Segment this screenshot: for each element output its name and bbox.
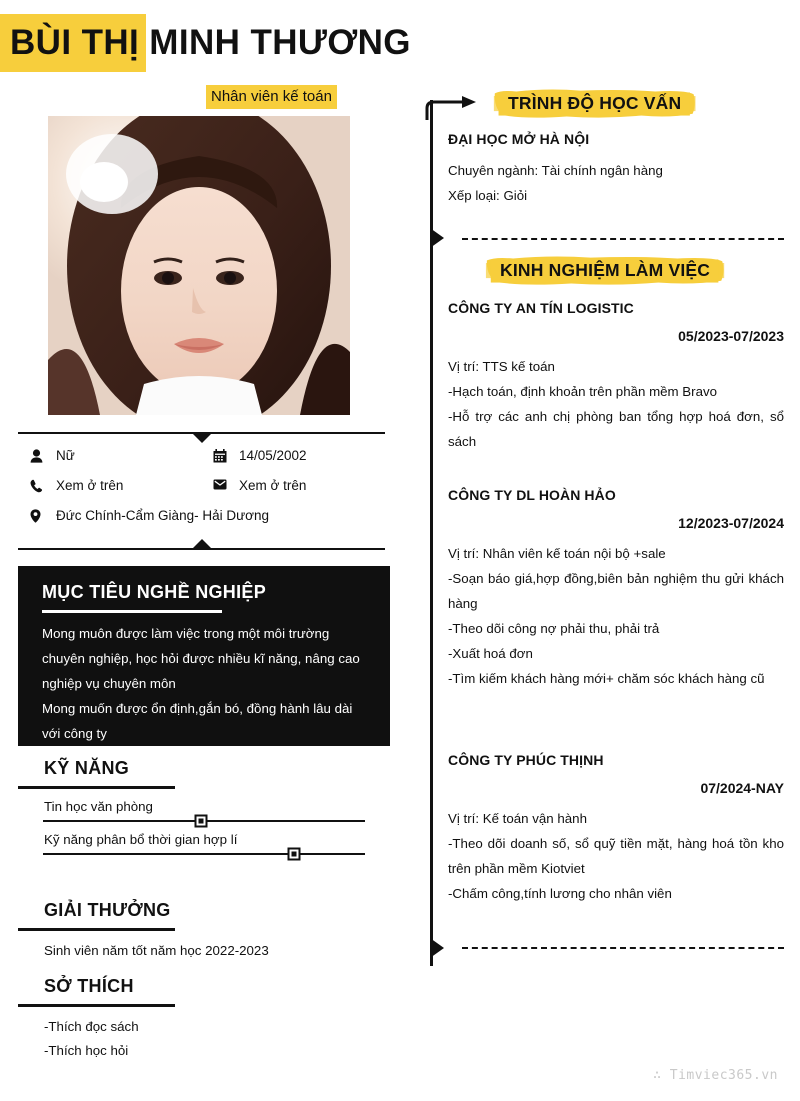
phone-icon [18, 478, 56, 493]
location-pin-icon [18, 508, 56, 523]
education-title: TRÌNH ĐỘ HỌC VẤN [508, 93, 682, 113]
job-bullet: -Hạch toán, định khoản trên phần mềm Bravo [448, 384, 718, 399]
envelope-icon [201, 478, 239, 490]
experience-heading-badge [484, 255, 726, 287]
contact-row [18, 478, 385, 494]
section-dashed-divider [462, 238, 784, 240]
education-heading-badge [492, 88, 697, 120]
contact-grid [18, 434, 385, 548]
watermark: ∴ Timviec365.vn [653, 1068, 778, 1083]
skill-label: Kỹ năng phân bổ thời gian hợp lí [44, 832, 238, 847]
hobby-item: -Thích học hỏi [44, 1043, 129, 1058]
triangle-right-icon [430, 228, 444, 248]
contact-gender-value: Nữ [56, 448, 75, 463]
hobby-item: -Thích đọc sách [44, 1019, 139, 1034]
candidate-name-block [0, 14, 411, 72]
experience-job [448, 487, 784, 691]
hobbies-list [18, 1007, 390, 1063]
contact-email-value: Xem ở trên [239, 478, 307, 493]
triangle-right-icon [430, 938, 444, 958]
job-bullet: -Chấm công,tính lương cho nhân viên [448, 886, 672, 901]
skill-slider-handle[interactable] [288, 848, 301, 861]
skills-list [18, 789, 390, 855]
contact-dob-value: 14/05/2002 [239, 448, 307, 463]
candidate-name: BÙI THỊ MINH THƯƠNG [10, 23, 411, 62]
career-objective-section [18, 566, 390, 746]
job-company: CÔNG TY DL HOÀN HẢO [448, 487, 616, 503]
education-line: Chuyên ngành: Tài chính ngân hàng [448, 163, 663, 178]
title-underline [42, 610, 222, 613]
contact-row [18, 508, 385, 524]
skills-title: KỸ NĂNG [44, 758, 130, 778]
awards-list [18, 931, 390, 963]
awards-title: GIẢI THƯỞNG [44, 900, 171, 920]
skill-item [44, 822, 390, 855]
career-objective-text-1: Mong muôn được làm việc trong một môi trường chuyên nghiệp, học hỏi được nhiều kĩ năng, nâng cao nghiệp vụ chuyên môn [42, 626, 360, 691]
contact-email[interactable] [201, 478, 384, 494]
job-bullet: -Theo dõi doanh số, sổ quỹ tiền mặt, hàng hoá tồn kho trên phần mềm Kiotviet [448, 836, 784, 876]
person-icon [18, 448, 56, 463]
skill-slider-track[interactable] [43, 853, 365, 855]
section-dashed-divider [462, 947, 784, 949]
experience-title: KINH NGHIỆM LÀM VIỆC [500, 260, 711, 280]
contact-section [18, 432, 385, 550]
experience-job [448, 300, 784, 454]
job-position: Vị trí: TTS kế toán [448, 359, 555, 374]
job-company: CÔNG TY PHÚC THỊNH [448, 752, 604, 768]
contact-row [18, 448, 385, 464]
job-date: 05/2023-07/2023 [678, 328, 784, 344]
contact-bottom-rule [18, 548, 385, 550]
job-bullet: -Xuất hoá đơn [448, 646, 533, 661]
experience-job [448, 752, 784, 906]
education-school: ĐẠI HỌC MỞ HÀ NỘI [448, 131, 590, 147]
awards-section [18, 900, 390, 963]
career-objective-title: MỤC TIÊU NGHỀ NGHIỆP [42, 582, 267, 602]
education-line: Xếp loại: Giỏi [448, 188, 528, 203]
job-bullet: -Soạn báo giá,hợp đồng,biên bản nghiệm thu gửi khách hàng [448, 571, 784, 611]
contact-phone-value: Xem ở trên [56, 478, 124, 493]
contact-phone[interactable] [18, 478, 201, 494]
skill-slider-track[interactable] [43, 820, 365, 822]
portrait-illustration [48, 116, 350, 415]
job-position: Vị trí: Nhân viên kế toán nội bộ +sale [448, 546, 666, 561]
hobbies-title: SỞ THÍCH [44, 976, 134, 996]
candidate-photo [48, 116, 350, 415]
skill-item [44, 789, 390, 822]
job-date: 07/2024-NAY [700, 780, 784, 796]
education-body [448, 131, 784, 208]
contact-address [18, 508, 385, 524]
job-company: CÔNG TY AN TÍN LOGISTIC [448, 300, 634, 316]
contact-address-value: Đức Chính-Cẩm Giàng- Hải Dương [56, 508, 269, 523]
job-position: Vị trí: Kế toán vận hành [448, 811, 587, 826]
contact-top-rule [18, 432, 385, 434]
calendar-icon [201, 448, 239, 463]
skill-label: Tin học văn phòng [44, 799, 153, 814]
skill-slider-handle[interactable] [194, 815, 207, 828]
contact-dob [201, 448, 384, 464]
job-bullet: -Tìm kiếm khách hàng mới+ chăm sóc khách hàng cũ [448, 671, 765, 686]
triangle-up-icon [193, 539, 211, 548]
job-date: 12/2023-07/2024 [678, 515, 784, 531]
contact-gender [18, 448, 201, 464]
hobbies-section [18, 976, 390, 1063]
job-title-badge: Nhân viên kế toán [206, 85, 337, 109]
job-bullet: -Theo dõi công nợ phải thu, phải trả [448, 621, 660, 636]
triangle-down-icon [193, 434, 211, 443]
award-item: Sinh viên năm tốt năm học 2022-2023 [44, 943, 269, 958]
skills-section [18, 758, 390, 855]
career-objective-text-2: Mong muốn được ổn định,gắn bó, đồng hành lâu dài với công ty [42, 701, 353, 741]
curved-arrow-icon [424, 96, 484, 122]
job-bullet: -Hỗ trợ các anh chị phòng ban tổng hợp hoá đơn, sổ sách [448, 409, 784, 449]
